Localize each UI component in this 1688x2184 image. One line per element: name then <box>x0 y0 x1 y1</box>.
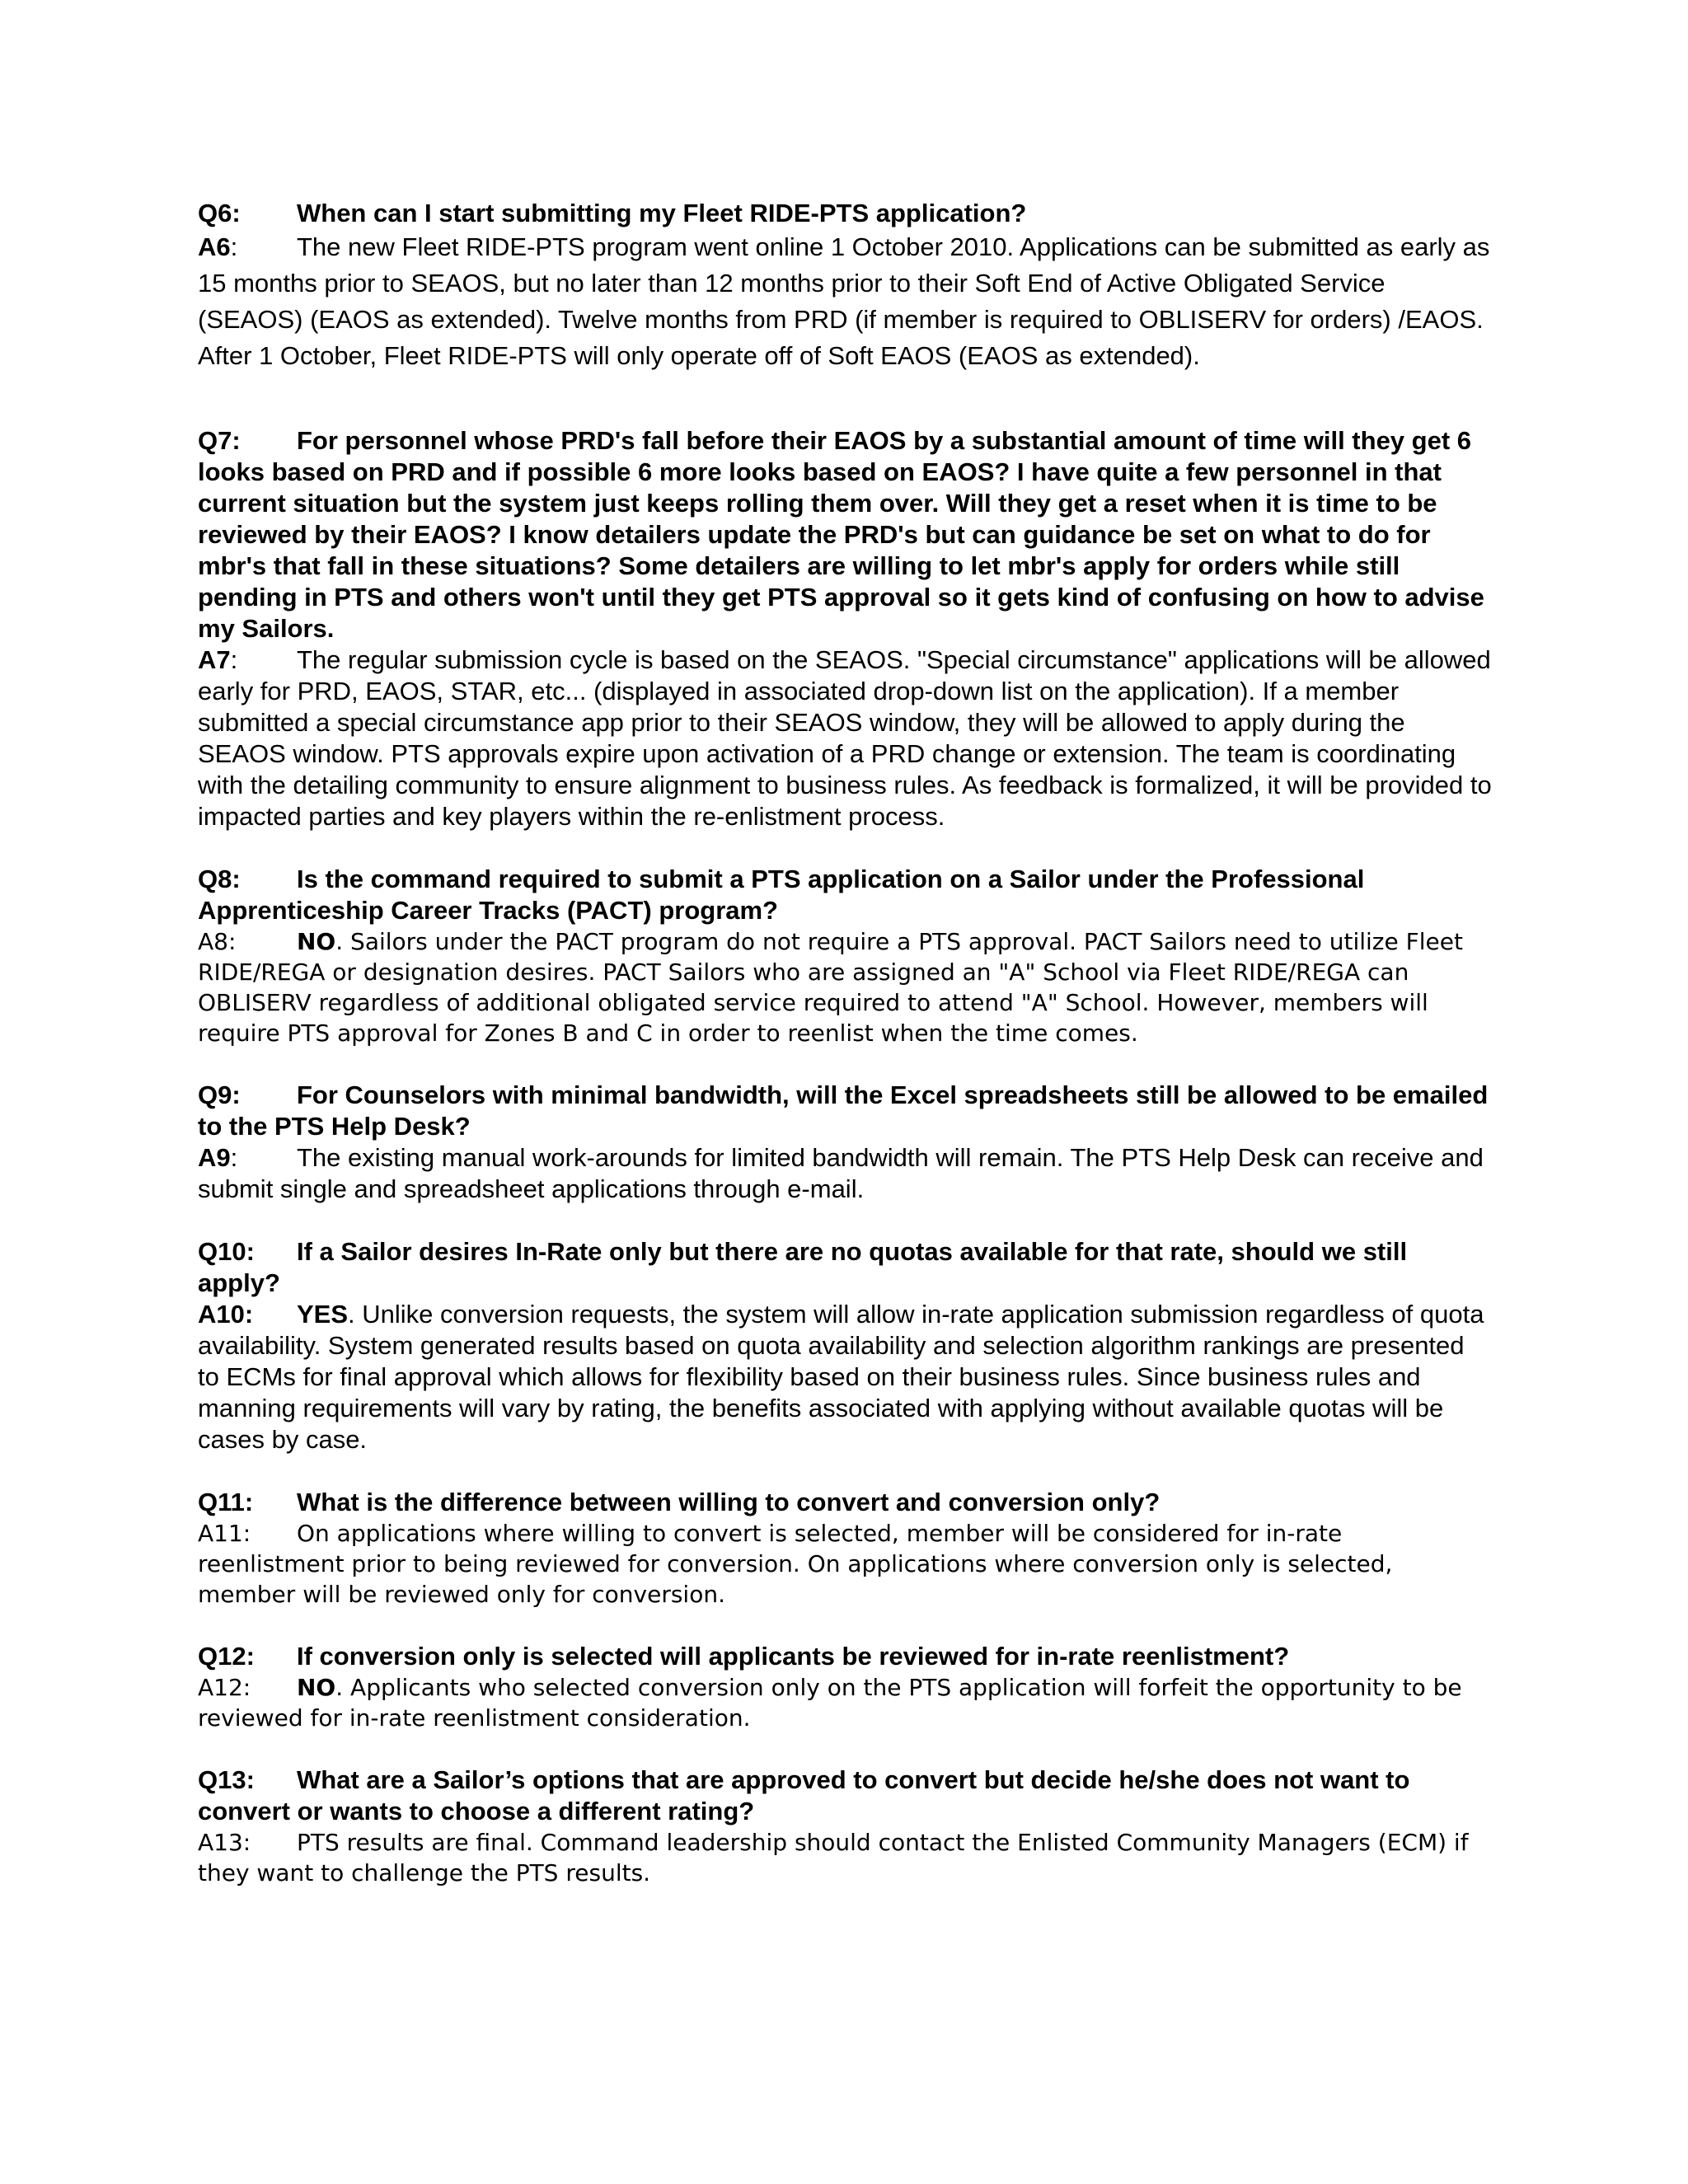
faq-item-q9 <box>198 1080 1492 1205</box>
question-q10 <box>198 1236 1492 1299</box>
answer-text: . Unlike conversion requests, the system will allow in-rate application submission regardless of quota availability. System generated results based on quota availability and selection algorithm rankings are presented to ECMs for final approval which allows for flexibility based on their business rules. Since business rules and manning requirements will vary by rating, the benefits associated with applying without available quotas will be cases by case. <box>198 1300 1484 1454</box>
answer-label: A12: <box>198 1674 251 1701</box>
question-text: If conversion only is selected will applicants be reviewed for in-rate reenlistment? <box>297 1642 1290 1671</box>
faq-item-q10 <box>198 1236 1492 1455</box>
answer-separator: : <box>230 1143 238 1172</box>
answer-text: PTS results are final. Command leadership should contact the Enlisted Community Managers (ECM) if they want to challenge the PTS results. <box>198 1829 1469 1886</box>
faq-document <box>198 198 1492 1888</box>
answer-a12 <box>198 1672 1492 1733</box>
question-label: Q12: <box>198 1642 255 1671</box>
question-q12 <box>198 1641 1492 1672</box>
answer-a11 <box>198 1518 1492 1610</box>
question-q13 <box>198 1765 1492 1827</box>
question-text: If a Sailor desires In-Rate only but there are no quotas available for that rate, should we still apply? <box>198 1237 1408 1297</box>
answer-label: A6 <box>198 232 231 261</box>
answer-a6 <box>198 229 1492 374</box>
question-text: What are a Sailor’s options that are approved to convert but decide he/she does not want to convert or wants to choose a different rating? <box>198 1765 1410 1825</box>
faq-item-q7 <box>198 425 1492 832</box>
answer-text: On applications where willing to convert is selected, member will be considered for in-rate reenlistment prior to being reviewed for conversion. On applications where conversion only is selected, member will be reviewed only for conversion. <box>198 1520 1393 1608</box>
answer-label: A13: <box>198 1829 251 1856</box>
question-label: Q13: <box>198 1765 255 1794</box>
answer-text: The regular submission cycle is based on the SEAOS. "Special circumstance" applications will be allowed early for PRD, EAOS, STAR, etc... (displayed in associated drop-down list on the application). If a member submitted a special circumstance app prior to their SEAOS window, they will be allowed to apply during the SEAOS window. PTS approvals expire upon activation of a PRD change or extension. The team is coordinating with the detailing community to ensure alignment to business rules. As feedback is formalized, it will be provided to impacted parties and key players within the re-enlistment process. <box>198 645 1492 831</box>
faq-item-q8 <box>198 864 1492 1048</box>
answer-emphasis: NO <box>297 1674 336 1701</box>
question-text: When can I start submitting my Fleet RIDE-PTS application? <box>297 199 1027 227</box>
faq-item-q6 <box>198 198 1492 374</box>
question-label: Q6: <box>198 199 241 227</box>
answer-a13 <box>198 1827 1492 1888</box>
answer-text: . Applicants who selected conversion only on the PTS application will forfeit the opportunity to be reviewed for in-rate reenlistment consideration. <box>198 1674 1462 1732</box>
question-q9 <box>198 1080 1492 1142</box>
question-q6 <box>198 198 1492 229</box>
answer-text: . Sailors under the PACT program do not require a PTS approval. PACT Sailors need to utilize Fleet RIDE/REGA or designation desires. PACT Sailors who are assigned an "A" School via Fleet RIDE/REGA can OBLISERV regardless of additional obligated service required to attend "A" School. However, members will require PTS approval for Zones B and C in order to reenlist when the time comes. <box>198 928 1463 1047</box>
answer-label: A9 <box>198 1143 231 1172</box>
question-label: Q7: <box>198 426 241 455</box>
answer-label: A8: <box>198 928 237 955</box>
question-text: What is the difference between willing to convert and conversion only? <box>297 1488 1160 1516</box>
question-text: For Counselors with minimal bandwidth, will the Excel spreadsheets still be allowed to be emailed to the PTS Help Desk? <box>198 1080 1489 1141</box>
question-label: Q10: <box>198 1237 255 1266</box>
answer-separator: : <box>230 232 238 261</box>
question-text: For personnel whose PRD's fall before their EAOS by a substantial amount of time will they get 6 looks based on PRD and if possible 6 more looks based on EAOS? I have quite a few personnel in that current situation but the system just keeps rolling them over. Will they get a reset when it is time to be reviewed by their EAOS? I know detailers update the PRD's but can guidance be set on what to do for mbr's that fall in these situations? Some detailers are willing to let mbr's apply for orders while still pending in PTS and others won't until they get PTS approval so it gets kind of confusing on how to advise my Sailors. <box>198 426 1484 643</box>
question-q8 <box>198 864 1492 926</box>
faq-item-q13 <box>198 1765 1492 1888</box>
answer-a8 <box>198 926 1492 1048</box>
answer-emphasis: NO <box>297 928 336 955</box>
faq-item-q11 <box>198 1487 1492 1610</box>
answer-text: The new Fleet RIDE-PTS program went online 1 October 2010. Applications can be submitted as early as 15 months prior to SEAOS, but no later than 12 months prior to their Soft End of Active Obligated Service (SEAOS) (EAOS as extended). Twelve months from PRD (if member is required to OBLISERV for orders) /EAOS. After 1 October, Fleet RIDE-PTS will only operate off of Soft EAOS (EAOS as extended). <box>198 232 1490 370</box>
answer-label: A11: <box>198 1520 251 1547</box>
answer-label: A10: <box>198 1300 254 1329</box>
faq-item-q12 <box>198 1641 1492 1733</box>
answer-a10 <box>198 1299 1492 1455</box>
question-label: Q8: <box>198 865 241 893</box>
answer-a9 <box>198 1142 1492 1205</box>
answer-emphasis: YES <box>297 1300 349 1329</box>
question-label: Q11: <box>198 1488 254 1516</box>
question-text: Is the command required to submit a PTS application on a Sailor under the Professional Apprenticeship Career Tracks (PACT) program? <box>198 865 1365 925</box>
question-q7 <box>198 425 1492 644</box>
answer-text: The existing manual work-arounds for limited bandwidth will remain. The PTS Help Desk can receive and submit single and spreadsheet applications through e-mail. <box>198 1143 1484 1203</box>
question-q11 <box>198 1487 1492 1518</box>
question-label: Q9: <box>198 1080 241 1109</box>
answer-a7 <box>198 644 1492 832</box>
answer-separator: : <box>230 645 238 674</box>
answer-label: A7 <box>198 645 231 674</box>
